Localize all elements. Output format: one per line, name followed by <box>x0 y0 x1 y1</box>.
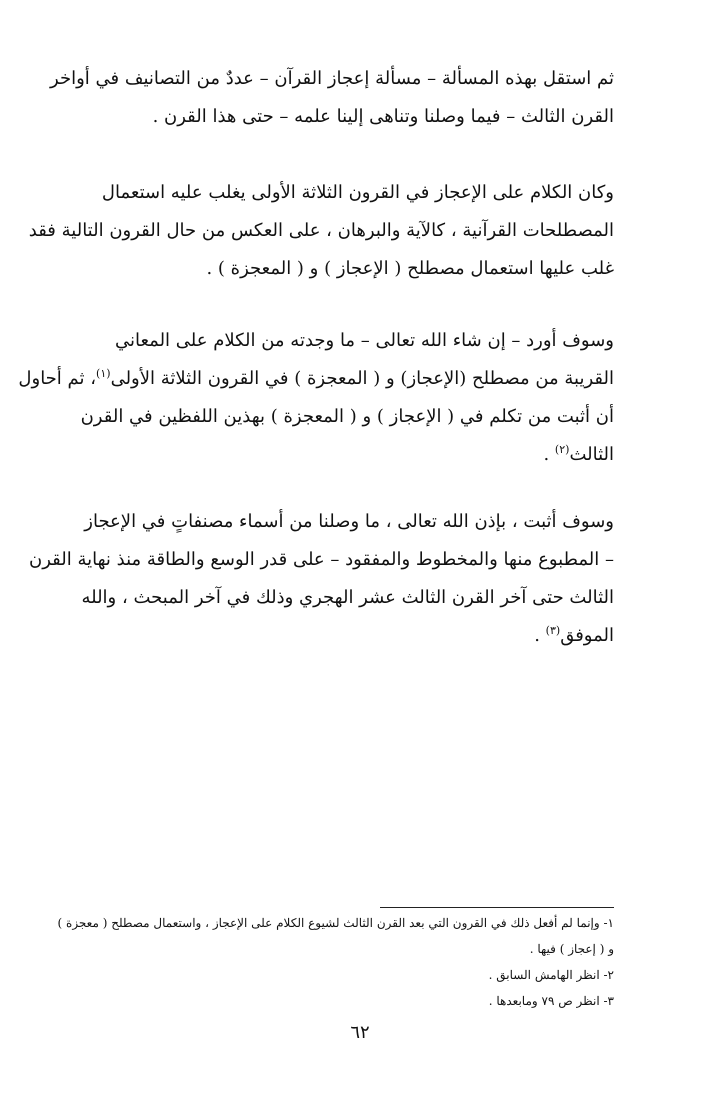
text-line: القرن الثالث – فيما وصلنا وتناهى إلينا علمه – حتى هذا القرن . <box>152 106 614 127</box>
footnote-3: ٣- انظر ص ٧٩ ومابعدها . <box>488 994 614 1008</box>
text-segment: القريبة من مصطلح (الإعجاز) و ( المعجزة ) في القرون الثلاثة الأولى <box>110 368 614 389</box>
footnote-ref-2: (٢) <box>554 443 570 456</box>
paragraph-2 <box>28 174 614 288</box>
text-line <box>100 436 614 474</box>
text-segment: . <box>534 625 546 646</box>
footnotes <box>57 910 614 1014</box>
footnote-divider <box>380 907 614 908</box>
footnote-2: ٢- انظر الهامش السابق . <box>488 968 614 982</box>
text-line: أن أثبت من تكلم في ( الإعجاز ) و ( المعجزة ) بهذين اللفظين في القرن <box>80 406 614 427</box>
footnote-ref-3: (٣) <box>545 624 561 637</box>
text-line: المصطلحات القرآنية ، كالآية والبرهان ، على العكس من حال القرون التالية فقد <box>28 220 614 241</box>
text-line: وسوف أثبت ، بإذن الله تعالى ، ما وصلنا من أسماء مصنفاتٍ في الإعجاز <box>84 511 614 532</box>
paragraph-3 <box>18 322 614 474</box>
text-line <box>100 617 614 655</box>
page-number: ٦٢ <box>350 1022 370 1043</box>
footnote-1: ١- وإنما لم أفعل ذلك في القرون التي بعد القرن الثالث لشيوع الكلام على الإعجاز ، واستعمال مصطلح ( معجزة ) <box>57 916 614 930</box>
text-line: ثم استقل بهذه المسألة – مسألة إعجاز القرآن – عددٌ من التصانيف في أواخر <box>50 68 614 89</box>
footnote-ref-1: (١) <box>96 367 111 380</box>
text-segment: الثالث <box>569 444 614 465</box>
text-line: الثالث حتى آخر القرن الثالث عشر الهجري وذلك في آخر المبحث ، والله <box>81 587 614 608</box>
text-line: غلب عليها استعمال مصطلح ( الإعجاز ) و ( المعجزة ) . <box>206 258 614 279</box>
text-line: وكان الكلام على الإعجاز في القرون الثلاثة الأولى يغلب عليه استعمال <box>101 182 614 203</box>
text-segment: ، ثم أحاول <box>18 368 97 389</box>
text-line <box>18 360 614 398</box>
text-segment: الموفق <box>560 625 614 646</box>
text-segment: . <box>543 444 555 465</box>
footnote-1-continuation: و ( إعجاز ) فيها . <box>529 942 614 956</box>
text-line: – المطبوع منها والمخطوط والمفقود – على قدر الوسع والطاقة منذ نهاية القرن <box>29 549 614 570</box>
text-line: وسوف أورد – إن شاء الله تعالى – ما وجدته من الكلام على المعاني <box>114 330 614 351</box>
paragraph-1 <box>50 60 614 136</box>
paragraph-4 <box>29 503 614 655</box>
